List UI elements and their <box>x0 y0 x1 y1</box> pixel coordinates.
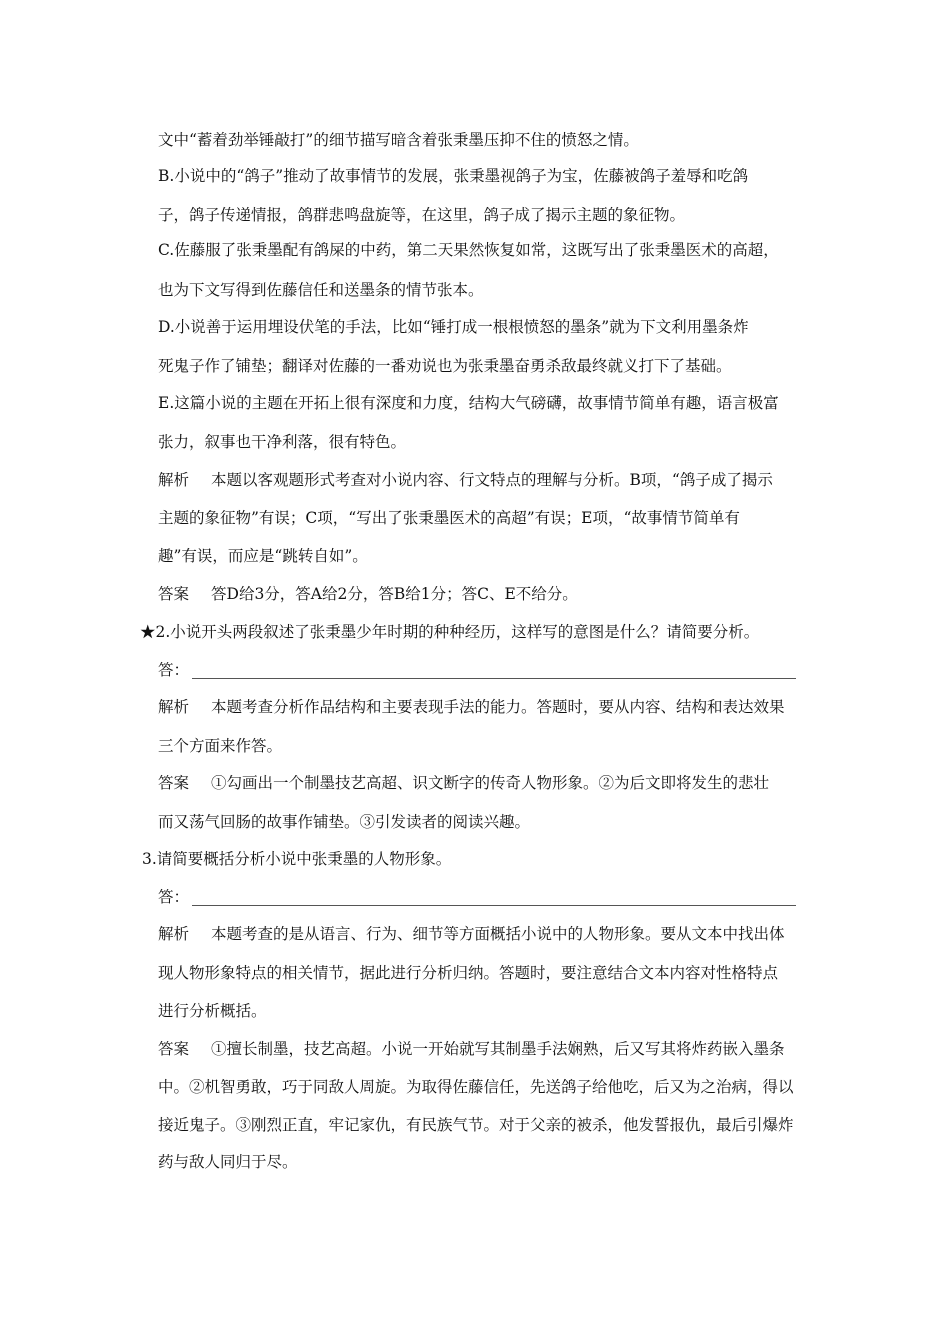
q1-answer-text: 答D给3分，答A给2分，答B给1分；答C、E不给分。 <box>211 585 578 603</box>
q1-analysis-line-1 <box>158 470 773 490</box>
q2-answer-text-1: ①勾画出一个制墨技艺高超、识文断字的传奇人物形象。②为后文即将发生的悲壮 <box>211 774 770 792</box>
q1-analysis-line-2: 主题的象征物”有误；C项，“写出了张秉墨医术的高超”有误；E项，“故事情节简单有 <box>158 509 740 527</box>
q2-analysis-text-1: 本题考查分析作品结构和主要表现手法的能力。答题时，要从内容、结构和表达效果 <box>211 698 785 716</box>
q1-answer-label: 答案 <box>158 585 190 603</box>
q3-analysis-line-1 <box>158 924 785 944</box>
q2-analysis-line-2: 三个方面来作答。 <box>158 737 283 755</box>
q3-answer-line-3: 接近鬼子。③刚烈正直，牢记家仇，有民族气节。对于父亲的被杀，他发誓报仇，最后引爆炸 <box>158 1116 794 1134</box>
q2-analysis-label: 解析 <box>158 698 190 716</box>
q2-answer-line[interactable] <box>192 678 796 679</box>
q3-answer-line-1 <box>158 1039 785 1059</box>
option-e-line-1: E.这篇小说的主题在开拓上很有深度和力度，结构大气磅礴，故事情节简单有趣，语言极富 <box>158 394 779 412</box>
q3-answer-line[interactable] <box>192 905 796 906</box>
option-c-line-1: C.佐藤服了张秉墨配有鸽屎的中药，第二天果然恢复如常，这既写出了张秉墨医术的高超， <box>158 241 779 259</box>
q2-answer-prompt: 答： <box>158 661 190 679</box>
q3-analysis-line-2: 现人物形象特点的相关情节，据此进行分析归纳。答题时，要注意结合文本内容对性格特点 <box>158 964 779 982</box>
q1-analysis-text-1: 本题以客观题形式考查对小说内容、行文特点的理解与分析。B项，“鸽子成了揭示 <box>211 471 773 489</box>
q3-answer-label: 答案 <box>158 1040 190 1058</box>
q3-answer-line-2: 中。②机智勇敢，巧于同敌人周旋。为取得佐藤信任，先送鸽子给他吃，后又为之治病，得以 <box>158 1078 794 1096</box>
option-a-continuation: 文中“蓄着劲举锤敲打”的细节描写暗含着张秉墨压抑不住的愤怒之情。 <box>158 131 639 149</box>
q3-answer-line-4: 药与敌人同归于尽。 <box>158 1153 298 1171</box>
q3-answer-text-1: ①擅长制墨，技艺高超。小说一开始就写其制墨手法娴熟，后又写其将炸药嵌入墨条 <box>211 1040 785 1058</box>
q3-analysis-line-3: 进行分析概括。 <box>158 1002 267 1020</box>
option-b-line-1: B.小说中的“鸽子”推动了故事情节的发展，张秉墨视鸽子为宝，佐藤被鸽子羞辱和吃鸽 <box>158 167 749 185</box>
option-d-line-1: D.小说善于运用埋设伏笔的手法，比如“锤打成一根根愤怒的墨条”就为下文利用墨条炸 <box>158 318 749 336</box>
option-e-line-2: 张力，叙事也干净利落，很有特色。 <box>158 433 407 451</box>
q3-analysis-text-1: 本题考查的是从语言、行为、细节等方面概括小说中的人物形象。要从文本中找出体 <box>211 925 785 943</box>
q1-analysis-label: 解析 <box>158 471 190 489</box>
q1-analysis-line-3: 趣”有误，而应是“跳转自如”。 <box>158 547 368 565</box>
q3-analysis-label: 解析 <box>158 925 190 943</box>
option-c-line-2: 也为下文写得到佐藤信任和送墨条的情节张本。 <box>158 281 484 299</box>
q2-answer-label: 答案 <box>158 774 190 792</box>
q3-answer-prompt: 答： <box>158 888 190 906</box>
q3-question: 3.请简要概括分析小说中张秉墨的人物形象。 <box>142 850 452 868</box>
q2-answer-line-1 <box>158 773 769 793</box>
q2-analysis-line-1 <box>158 697 785 717</box>
q1-answer-line <box>158 584 578 604</box>
option-d-line-2: 死鬼子作了铺垫；翻译对佐藤的一番劝说也为张秉墨奋勇杀敌最终就义打下了基础。 <box>158 357 732 375</box>
q2-question: ★2.小说开头两段叙述了张秉墨少年时期的种种经历，这样写的意图是什么？请简要分析。 <box>140 623 760 641</box>
option-b-line-2: 子，鸽子传递情报，鸽群悲鸣盘旋等，在这里，鸽子成了揭示主题的象征物。 <box>158 206 686 224</box>
q2-answer-line-2: 而又荡气回肠的故事作铺垫。③引发读者的阅读兴趣。 <box>158 813 531 831</box>
